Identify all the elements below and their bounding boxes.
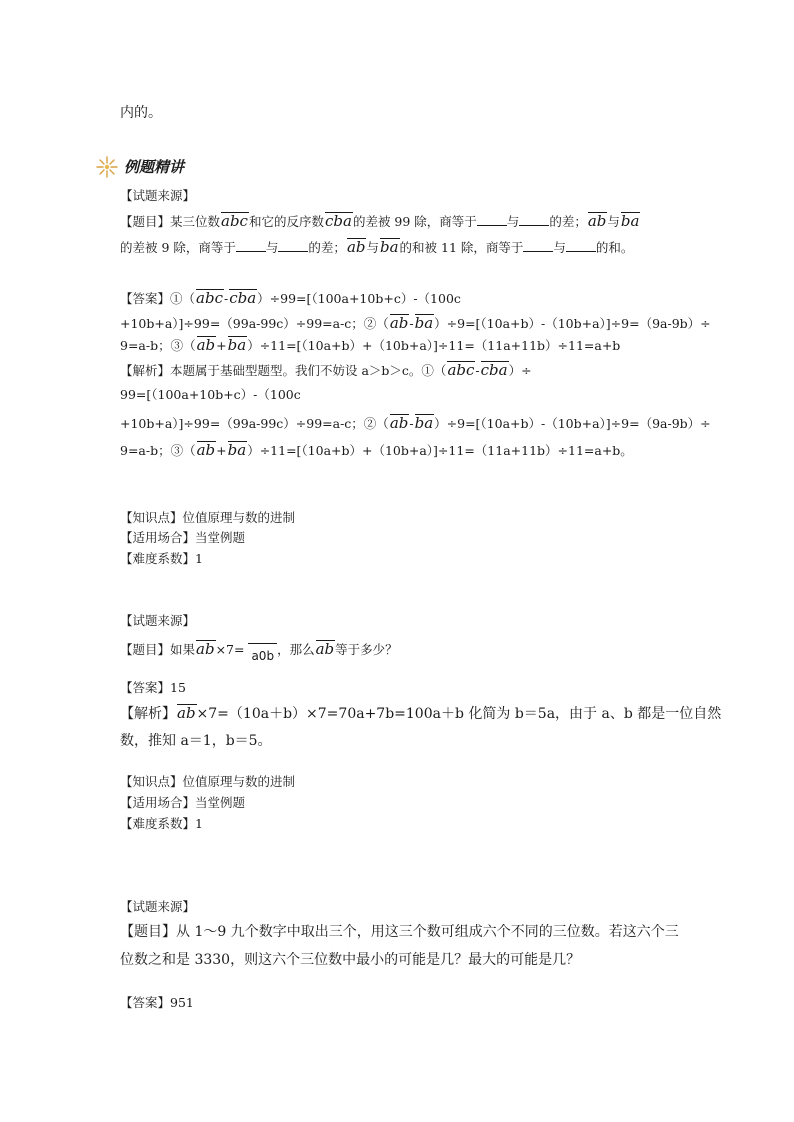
q3-prompt-line1: 【题目】从 1～9 九个数字中取出三个，用这三个数可组成六个不同的三位数。若这六个三 <box>120 924 679 940</box>
q1-difficulty: 【难度系数】1 <box>120 551 203 566</box>
q2-source: 【试题来源】 <box>120 613 196 628</box>
continued-text: 内的。 <box>120 105 162 121</box>
q1-answer-line2: +10b+a）]÷99=（99a-99c）÷99=a-c；②（ab-ba）÷9=[（10a+b）-（10b+a）]÷9=（9a-9b）÷ <box>120 314 711 332</box>
section-heading <box>94 154 185 176</box>
section-title: 例题精讲 <box>124 158 185 176</box>
q2-difficulty: 【难度系数】1 <box>120 816 203 831</box>
q1-prompt-line2: 的差被 9 除，商等于 与 的差；ab与ba的和被 11 除，商等于 与 的和。 <box>120 238 634 256</box>
q3-answer: 【答案】951 <box>120 995 194 1010</box>
a0b-overline: a0b <box>248 643 277 666</box>
q2-analysis-line2: 数，推知 a＝1，b＝5。 <box>120 733 272 749</box>
q1-analysis-line2: 99=[（100a+10b+c）-（100c <box>120 387 301 402</box>
q1-occasion: 【适用场合】当堂例题 <box>120 530 246 545</box>
q3-prompt-line2: 位数之和是 3330，则这六个三位数中最小的可能是几？最大的可能是几？ <box>120 952 581 968</box>
q1-analysis-line1: 【解析】本题属于基础型题型。我们不妨设 a＞b＞c。①（abc-cba）÷ <box>120 361 532 379</box>
sparkle-icon <box>94 154 120 180</box>
q2-analysis-line1: 【解析】ab×7=（10a＋b）×7=70a+7b=100a＋b 化简为 b＝5a，由于 a、b 都是一位自然 <box>120 704 722 722</box>
q1-analysis-line4: 9=a-b；③（ab+ba）÷11=[（10a+b）+（10b+a）]÷11=（11a+11b）÷11=a+b。 <box>120 441 633 459</box>
q1-prompt-line1: 【题目】某三位数abc和它的反序数cba的差被 99 除，商等于 与 的差；ab与ba <box>120 212 640 230</box>
q3-source: 【试题来源】 <box>120 899 196 914</box>
q1-source: 【试题来源】 <box>120 188 196 203</box>
q1-answer-line1: 【答案】①（abc-cba）÷99=[（100a+10b+c）-（100c <box>120 289 461 307</box>
q2-knowledge-point: 【知识点】位值原理与数的进制 <box>120 774 296 789</box>
q2-prompt: 【题目】如果ab×7= a0b ，那么ab等于多少？ <box>120 637 398 660</box>
q1-analysis-line3: +10b+a）]÷99=（99a-99c）÷99=a-c；②（ab-ba）÷9=[（10a+b）-（10b+a）]÷9=（9a-9b）÷ <box>120 414 711 432</box>
q1-answer-line3: 9=a-b；③（ab+ba）÷11=[（10a+b）+（10b+a）]÷11=（11a+11b）÷11=a+b <box>120 336 621 354</box>
q2-answer: 【答案】15 <box>120 680 186 695</box>
q2-occasion: 【适用场合】当堂例题 <box>120 795 246 810</box>
q1-knowledge-point: 【知识点】位值原理与数的进制 <box>120 510 296 525</box>
